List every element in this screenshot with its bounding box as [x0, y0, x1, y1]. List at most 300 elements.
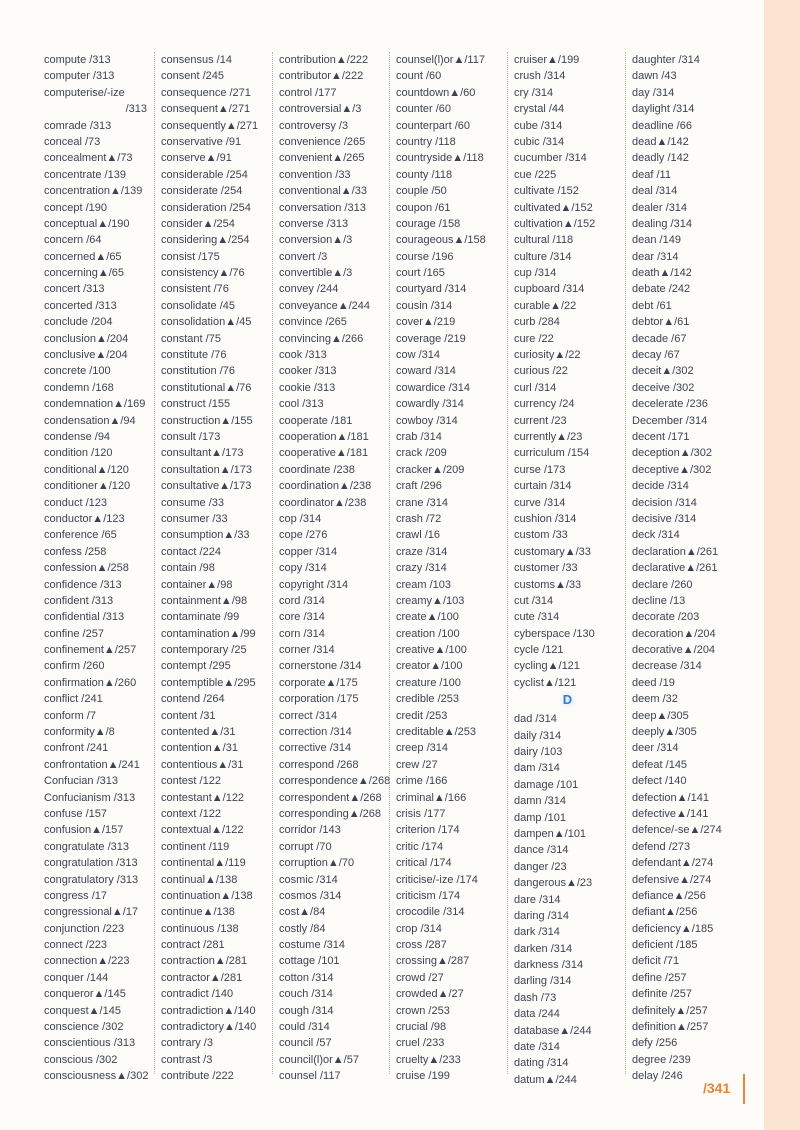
index-entry: contract /281 — [161, 939, 225, 952]
index-entry: congratulate /313 — [44, 840, 130, 853]
index-entry: correspondent▲/268 — [279, 791, 382, 804]
index-entry: crack /209 — [396, 447, 447, 460]
index-entry: contrary /3 — [161, 1037, 213, 1050]
index-entry: concentration▲/139 — [44, 185, 143, 198]
index-entry: cruise /199 — [396, 1070, 450, 1083]
index-entry: damage /101 — [514, 778, 579, 791]
index-entry: creamy▲/103 — [396, 594, 465, 607]
index-entry: cornerstone /314 — [279, 660, 362, 673]
index-entry: decorate /203 — [632, 611, 700, 624]
index-entry: consideration /254 — [161, 201, 251, 214]
index-entry: creditable▲/253 — [396, 726, 476, 739]
index-entry: critic /174 — [396, 840, 444, 853]
index-entry: damn /314 — [514, 795, 566, 808]
index-entry: curtain /314 — [514, 480, 572, 493]
index-entry: condensation▲/94 — [44, 414, 136, 427]
index-entry: continual▲/138 — [161, 873, 238, 886]
index-entry: credit /253 — [396, 709, 448, 722]
index-entry: conceal /73 — [44, 135, 101, 148]
index-entry: consequent▲/271 — [161, 103, 251, 116]
index-entry: conquest▲/145 — [44, 1004, 121, 1017]
index-entry: contentious▲/31 — [161, 758, 244, 771]
index-entry: cultural /118 — [514, 234, 574, 247]
edge-color-strip — [764, 0, 800, 1130]
index-entry: couch /314 — [279, 988, 333, 1001]
index-entry: currency /24 — [514, 398, 575, 411]
index-entry: conform /7 — [44, 709, 96, 722]
index-column-3 — [272, 52, 391, 1083]
index-entry: declaration▲/261 — [632, 545, 719, 558]
index-entry: continuation▲/138 — [161, 889, 253, 902]
index-entry: deceit▲/302 — [632, 365, 694, 378]
index-entry: deceive /302 — [632, 381, 695, 394]
index-entry: congratulatory /313 — [44, 873, 139, 886]
index-entry: contempt /295 — [161, 660, 231, 673]
index-entry: contribute /222 — [161, 1070, 234, 1083]
index-entry: counsel(l)or▲/117 — [396, 54, 485, 66]
index-entry: coordination▲/238 — [279, 480, 372, 493]
index-entry: cure /22 — [514, 332, 554, 345]
index-entry: contest /122 — [161, 775, 221, 788]
index-entry: defence/-se▲/274 — [632, 824, 722, 837]
index-entry: congress /17 — [44, 889, 107, 902]
index-entry: cowboy /314 — [396, 414, 458, 427]
index-entry: containment▲/98 — [161, 594, 248, 607]
index-entry: conformity▲/8 — [44, 726, 115, 739]
index-entry: consistency▲/76 — [161, 267, 245, 280]
index-entry: confidence /313 — [44, 578, 122, 591]
index-entry: congratulation /313 — [44, 857, 138, 870]
index-entry: couple /50 — [396, 185, 447, 198]
index-entry: cubic /314 — [514, 135, 565, 148]
index-entry: customer /33 — [514, 562, 578, 575]
index-entry: dam /314 — [514, 762, 560, 775]
index-entry: consequence /271 — [161, 86, 251, 99]
index-entry: corn /314 — [279, 627, 325, 640]
index-entry: December /314 — [632, 414, 708, 427]
index-entry: curable▲/22 — [514, 299, 577, 312]
index-entry: crowd /27 — [396, 971, 444, 984]
index-entry: conclusion▲/204 — [44, 332, 129, 345]
index-entry: copper /314 — [279, 545, 338, 558]
index-entry: craft /296 — [396, 480, 442, 493]
index-entry: consumption▲/33 — [161, 529, 250, 542]
index-entry: conqueror▲/145 — [44, 988, 126, 1001]
index-entry: define /257 — [632, 971, 687, 984]
index-entry: conserve▲/91 — [161, 152, 232, 165]
index-entry: dairy /103 — [514, 746, 563, 759]
index-entry: cookie /313 — [279, 381, 336, 394]
index-entry: could /314 — [279, 1021, 330, 1034]
index-entry: crossing▲/287 — [396, 955, 470, 968]
index-entry: decelerate /236 — [632, 398, 708, 411]
index-entry: conduct /123 — [44, 496, 107, 509]
index-entry: decay /67 — [632, 349, 680, 362]
index-entry: contradict /140 — [161, 988, 234, 1001]
index-entry: cope /276 — [279, 529, 328, 542]
index-entry: contributor▲/222 — [279, 70, 364, 83]
index-entry: cough /314 — [279, 1004, 334, 1017]
index-entry: count /60 — [396, 70, 442, 83]
index-entry: contraction▲/281 — [161, 955, 248, 968]
index-entry: coward /314 — [396, 365, 456, 378]
index-entry: conveyance▲/244 — [279, 299, 371, 312]
index-entry: cultivate /152 — [514, 185, 579, 198]
index-entry: curb /284 — [514, 316, 560, 329]
index-entry: dealer /314 — [632, 201, 688, 214]
index-entry: contradictory▲/140 — [161, 1021, 257, 1034]
index-entry: defiance▲/256 — [632, 889, 706, 902]
index-entry: cord /314 — [279, 594, 325, 607]
index-entry: creative▲/100 — [396, 644, 467, 657]
index-entry: death▲/142 — [632, 267, 692, 280]
index-entry: contaminate /99 — [161, 611, 240, 624]
index-entry: council /57 — [279, 1037, 332, 1050]
index-entry: deeply▲/305 — [632, 726, 697, 739]
index-entry: consultative▲/173 — [161, 480, 252, 493]
index-entry: deep▲/305 — [632, 709, 689, 722]
index-entry: concern /64 — [44, 234, 102, 247]
index-entry: decision /314 — [632, 496, 697, 509]
index-entry: corporation /175 — [279, 693, 359, 706]
index-entry: conference /65 — [44, 529, 117, 542]
index-entry: contention▲/31 — [161, 742, 238, 755]
index-entry: declare /260 — [632, 578, 693, 591]
index-entry: corporate▲/175 — [279, 676, 358, 689]
index-entry: decorative▲/204 — [632, 644, 716, 657]
index-entry: defiant▲/256 — [632, 906, 698, 919]
index-entry: custom /33 — [514, 529, 568, 542]
index-entry: corruption▲/70 — [279, 857, 355, 870]
index-entry: coupon /61 — [396, 201, 451, 214]
index-entry: crane /314 — [396, 496, 448, 509]
index-entry: deaf /11 — [632, 168, 671, 181]
index-entry: constitute /76 — [161, 349, 227, 362]
index-column-4 — [389, 52, 503, 1083]
index-entry: conversation /313 — [279, 201, 366, 214]
index-entry: cooperation▲/181 — [279, 430, 369, 443]
index-entry: curl /314 — [514, 381, 557, 394]
page-number: /341 — [703, 1080, 731, 1096]
index-entry: conversion▲/3 — [279, 234, 353, 247]
index-column-6 — [625, 52, 739, 1083]
index-entry: defendant▲/274 — [632, 857, 714, 870]
index-entry: conscious /302 — [44, 1053, 118, 1066]
index-entry: Confucianism /313 — [44, 791, 136, 804]
index-entry: deceptive▲/302 — [632, 463, 712, 476]
index-entry: correspond /268 — [279, 758, 359, 771]
index-entry: consult /173 — [161, 430, 221, 443]
index-entry: consumer /33 — [161, 512, 228, 525]
index-entry: cup /314 — [514, 267, 557, 280]
index-entry: defend /273 — [632, 840, 691, 853]
index-entry: daily /314 — [514, 729, 562, 742]
index-entry: contribution▲/222 — [279, 54, 369, 66]
index-entry: consume /33 — [161, 496, 224, 509]
index-entry: decline /13 — [632, 594, 686, 607]
index-entry: cushion /314 — [514, 512, 577, 525]
index-entry: convention /33 — [279, 168, 351, 181]
index-entry: crocodile /314 — [396, 906, 465, 919]
index-entry: cow /314 — [396, 349, 441, 362]
index-entry: curve /314 — [514, 496, 566, 509]
index-entry: daughter /314 — [632, 54, 700, 66]
index-entry: dead▲/142 — [632, 135, 689, 148]
index-entry: counter /60 — [396, 103, 452, 116]
index-entry: defy /256 — [632, 1037, 678, 1050]
index-entry: consolidate /45 — [161, 299, 235, 312]
index-entry: concerning▲/65 — [44, 267, 124, 280]
index-entry: convertible▲/3 — [279, 267, 353, 280]
index-entry: correct /314 — [279, 709, 338, 722]
index-entry: construct /155 — [161, 398, 231, 411]
index-entry: conclude /204 — [44, 316, 113, 329]
index-entry: curiosity▲/22 — [514, 349, 581, 362]
index-entry: costly /84 — [279, 922, 326, 935]
index-entry: conflict /241 — [44, 693, 103, 706]
index-entry: decent /171 — [632, 430, 690, 443]
index-entry: dance /314 — [514, 844, 569, 857]
index-entry: defeat /145 — [632, 758, 688, 771]
index-entry: confession▲/258 — [44, 562, 129, 575]
index-entry: deficit /71 — [632, 955, 680, 968]
index-entry: decoration▲/204 — [632, 627, 716, 640]
index-entry: cyclist▲/121 — [514, 676, 577, 689]
index-column-2 — [154, 52, 268, 1083]
index-entry: concrete /100 — [44, 365, 111, 378]
index-entry: cucumber /314 — [514, 152, 587, 165]
index-entry: contamination▲/99 — [161, 627, 256, 640]
index-entry: controversy /3 — [279, 119, 349, 132]
index-entry: crazy /314 — [396, 562, 447, 575]
index-entry: convincing▲/266 — [279, 332, 364, 345]
index-entry: cracker▲/209 — [396, 463, 465, 476]
page-number-bar — [743, 1074, 745, 1104]
index-entry: cycling▲/121 — [514, 660, 580, 673]
index-entry: cruelty▲/233 — [396, 1053, 461, 1066]
index-entry: concerted /313 — [44, 299, 117, 312]
index-entry: debtor▲/61 — [632, 316, 690, 329]
index-entry: contented▲/31 — [161, 726, 236, 739]
index-entry: connection▲/223 — [44, 955, 130, 968]
index-entry: cousin /314 — [396, 299, 453, 312]
index-entry: data /244 — [514, 1008, 560, 1021]
index-entry: conventional▲/33 — [279, 185, 367, 198]
index-entry: comrade /313 — [44, 119, 112, 132]
index-entry: convince /265 — [279, 316, 347, 329]
index-entry: concealment▲/73 — [44, 152, 133, 165]
index-entry: condition /120 — [44, 447, 113, 460]
index-entry: course /196 — [396, 250, 454, 263]
index-entry: corrective /314 — [279, 742, 352, 755]
index-entry: dawn /43 — [632, 70, 677, 83]
index-entry: crush /314 — [514, 70, 566, 83]
index-entry: continental▲/119 — [161, 857, 246, 870]
index-entry: county /118 — [396, 168, 453, 181]
index-entry: constitution /76 — [161, 365, 235, 378]
index-entry: conditional▲/120 — [44, 463, 129, 476]
index-entry: consolidation▲/45 — [161, 316, 252, 329]
index-entry: deal /314 — [632, 185, 678, 198]
index-entry: debt /61 — [632, 299, 672, 312]
index-entry: cry /314 — [514, 86, 554, 99]
index-entry: convey /244 — [279, 283, 339, 296]
index-entry: critical /174 — [396, 857, 452, 870]
index-entry: crab /314 — [396, 430, 442, 443]
index-entry: corner /314 — [279, 644, 335, 657]
index-entry: cottage /101 — [279, 955, 340, 968]
index-entry: culture /314 — [514, 250, 572, 263]
index-column-5 — [507, 52, 621, 1086]
index-entry: crown /253 — [396, 1004, 450, 1017]
index-entry: computer /313 — [44, 70, 115, 83]
index-entry: darken /314 — [514, 942, 573, 955]
index-entry: cost▲/84 — [279, 906, 326, 919]
index-entry: concerned▲/65 — [44, 250, 122, 263]
index-entry: connect /223 — [44, 939, 107, 952]
index-entry: cowardice /314 — [396, 381, 470, 394]
index-entry: coordinate /238 — [279, 463, 355, 476]
index-entry: curriculum /154 — [514, 447, 590, 460]
index-entry: cruiser▲/199 — [514, 54, 580, 66]
index-entry: condemn /168 — [44, 381, 114, 394]
index-entry: crop /314 — [396, 922, 442, 935]
index-entry: crucial /98 — [396, 1021, 447, 1034]
index-entry: considerable /254 — [161, 168, 248, 181]
index-entry: contrast /3 — [161, 1053, 213, 1066]
index-entry: creature /100 — [396, 676, 461, 689]
index-entry: context /122 — [161, 807, 221, 820]
index-entry: cupboard /314 — [514, 283, 585, 296]
index-entry: creator▲/100 — [396, 660, 463, 673]
index-entry: /313 — [125, 103, 147, 116]
index-entry: conquer /144 — [44, 971, 109, 984]
index-entry: country /118 — [396, 135, 456, 148]
index-entry: continuous /138 — [161, 922, 239, 935]
index-entry: crawl /16 — [396, 529, 441, 542]
index-entry: dear /314 — [632, 250, 679, 263]
index-entry: deed /19 — [632, 676, 675, 689]
index-entry: criterion /174 — [396, 824, 460, 837]
index-entry: convenience /265 — [279, 135, 366, 148]
index-entry: contain /98 — [161, 562, 215, 575]
index-entry: consent /245 — [161, 70, 224, 83]
index-entry: consistent /76 — [161, 283, 229, 296]
index-entry: condemnation▲/169 — [44, 398, 146, 411]
section-letter: D — [559, 691, 577, 709]
index-entry: decade /67 — [632, 332, 687, 345]
index-entry: corresponding▲/268 — [279, 807, 382, 820]
index-entry: crew /27 — [396, 758, 438, 771]
index-entry: confusion▲/157 — [44, 824, 124, 837]
index-entry: creation /100 — [396, 627, 460, 640]
index-entry: copyright /314 — [279, 578, 349, 591]
index-entry: compute /313 — [44, 54, 111, 66]
index-entry: cue /225 — [514, 168, 557, 181]
index-entry: deficient /185 — [632, 939, 698, 952]
index-entry: condense /94 — [44, 430, 111, 443]
index-entry: contend /264 — [161, 693, 225, 706]
index-entry: contractor▲/281 — [161, 971, 243, 984]
index-entry: conscience /302 — [44, 1021, 124, 1034]
index-entry: counsel /117 — [279, 1070, 341, 1083]
index-entry: daylight /314 — [632, 103, 695, 116]
index-entry: curse /173 — [514, 463, 566, 476]
index-entry: cowardly /314 — [396, 398, 464, 411]
index-entry: cross /287 — [396, 939, 447, 952]
index-entry: courtyard /314 — [396, 283, 467, 296]
index-entry: cube /314 — [514, 119, 563, 132]
index-entry: deception▲/302 — [632, 447, 713, 460]
index-entry: considering▲/254 — [161, 234, 250, 247]
index-entry: curious /22 — [514, 365, 568, 378]
index-entry: dark /314 — [514, 926, 560, 939]
index-entry: cultivated▲/152 — [514, 201, 593, 214]
index-entry: credible /253 — [396, 693, 459, 706]
index-entry: consensus /14 — [161, 54, 232, 66]
index-entry: criticise/-ize /174 — [396, 873, 478, 886]
index-entry: cooker /313 — [279, 365, 337, 378]
index-entry: declarative▲/261 — [632, 562, 718, 575]
index-entry: decide /314 — [632, 480, 689, 493]
index-entry: degree /239 — [632, 1053, 691, 1066]
index-entry: daring /314 — [514, 909, 570, 922]
index-entry: continue▲/138 — [161, 906, 235, 919]
index-entry: date /314 — [514, 1041, 560, 1054]
index-entry: current /23 — [514, 414, 567, 427]
index-entry: darkness /314 — [514, 959, 584, 972]
index-entry: coordinator▲/238 — [279, 496, 367, 509]
index-entry: consultation▲/173 — [161, 463, 253, 476]
index-entry: crime /166 — [396, 775, 448, 788]
index-entry: customary▲/33 — [514, 545, 591, 558]
index-entry: concert /313 — [44, 283, 105, 296]
index-entry: container▲/98 — [161, 578, 233, 591]
index-entry: coverage /219 — [396, 332, 466, 345]
index-entry: decisive /314 — [632, 512, 697, 525]
index-entry: day /314 — [632, 86, 675, 99]
index-entry: courage /158 — [396, 217, 461, 230]
index-entry: darling /314 — [514, 975, 572, 988]
index-entry: deer /314 — [632, 742, 679, 755]
index-entry: contemporary /25 — [161, 644, 247, 657]
index-entry: confidential /313 — [44, 611, 125, 624]
index-entry: deck /314 — [632, 529, 680, 542]
index-entry: countdown▲/60 — [396, 86, 476, 99]
index-entry: cut /314 — [514, 594, 554, 607]
index-entry: deadly /142 — [632, 152, 689, 165]
index-entry: corridor /143 — [279, 824, 341, 837]
index-entry: conceptual▲/190 — [44, 217, 130, 230]
index-entry: conservative /91 — [161, 135, 242, 148]
index-entry: dating /314 — [514, 1057, 569, 1070]
index-entry: cream /103 — [396, 578, 452, 591]
index-entry: definition▲/257 — [632, 1021, 709, 1034]
index-entry: dean /149 — [632, 234, 681, 247]
index-entry: delay /246 — [632, 1070, 683, 1083]
index-entry: cotton /314 — [279, 971, 334, 984]
index-entry: corrupt /70 — [279, 840, 332, 853]
index-entry: converse /313 — [279, 217, 349, 230]
index-entry: cute /314 — [514, 611, 560, 624]
index-entry: definitely▲/257 — [632, 1004, 708, 1017]
index-entry: damp /101 — [514, 811, 566, 824]
index-entry: confinement▲/257 — [44, 644, 137, 657]
index-entry: crash /72 — [396, 512, 442, 525]
index-entry: crowded▲/27 — [396, 988, 464, 1001]
index-entry: cosmic /314 — [279, 873, 338, 886]
index-entry: defensive▲/274 — [632, 873, 712, 886]
